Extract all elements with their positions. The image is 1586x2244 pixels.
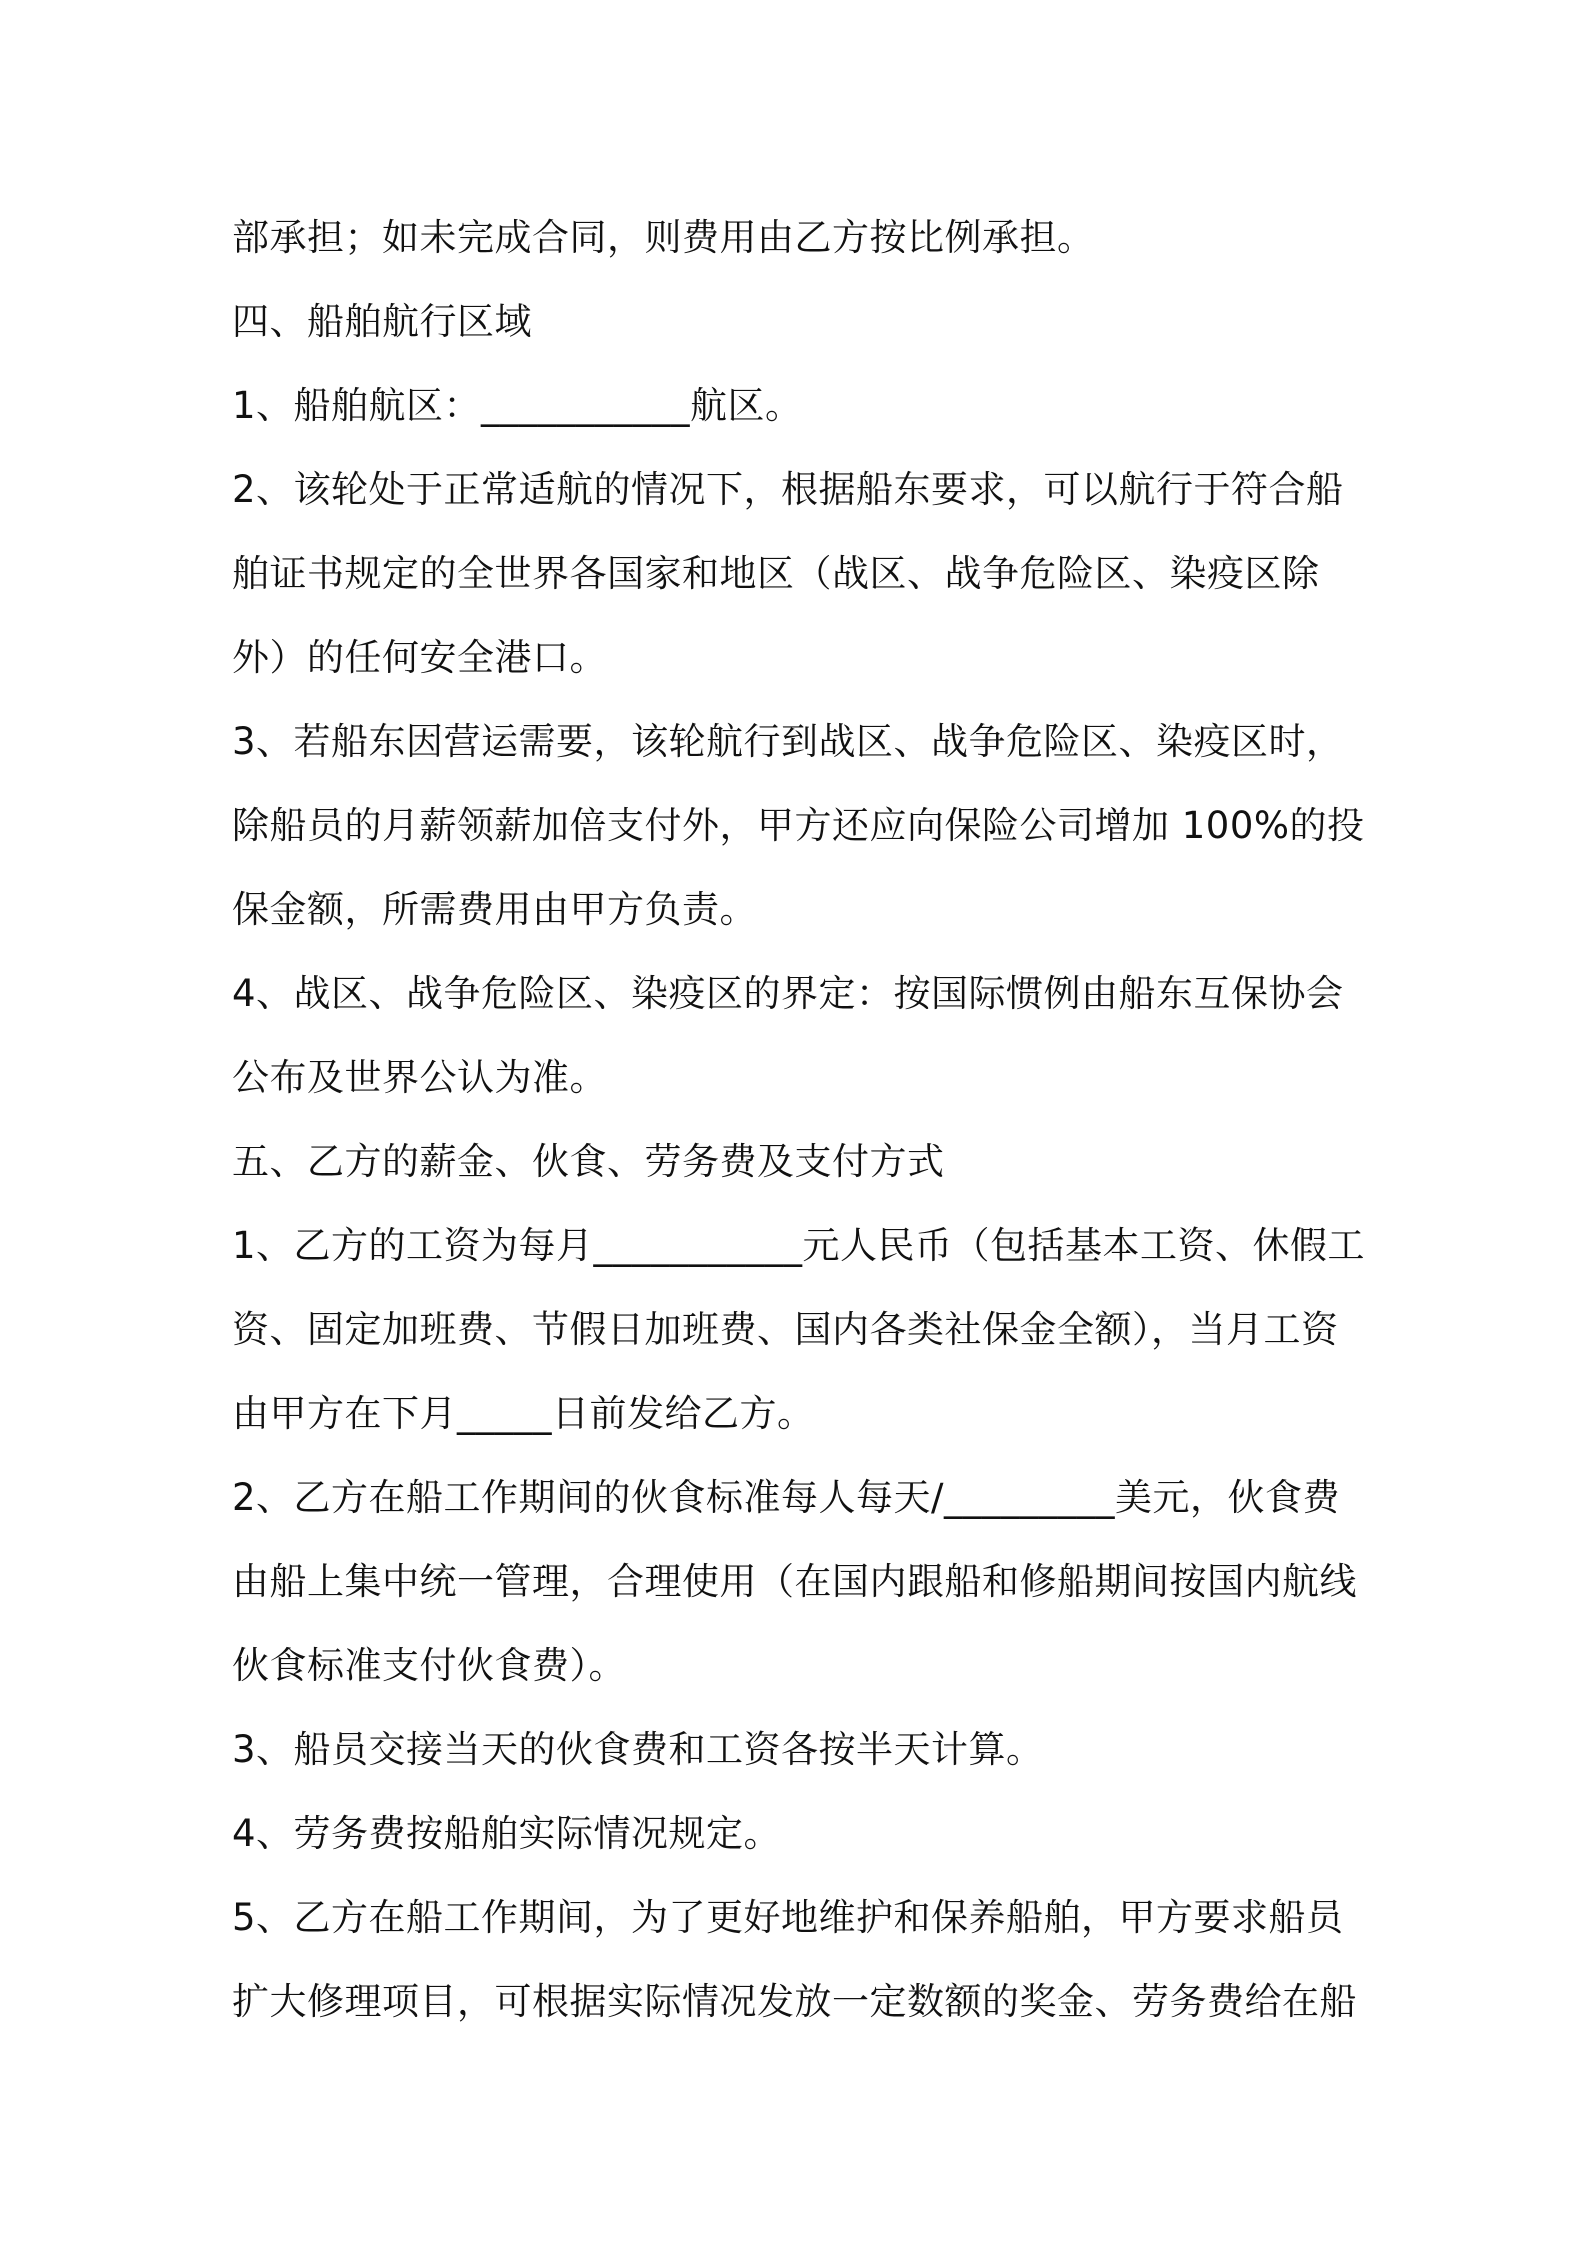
section-heading: 五、乙方的薪金、伙食、劳务费及支付方式 [232,1140,945,1183]
text-line: 3、若船东因营运需要，该轮航行到战区、战争危险区、染疫区时， [232,720,1344,763]
section-heading: 四、船舶航行区域 [232,300,532,343]
text-line: 4、劳务费按船舶实际情况规定。 [232,1812,782,1855]
text-line: 2、乙方在船工作期间的伙食标准每人每天/_________美元，伙食费 [232,1476,1341,1519]
text-line: 舶证书规定的全世界各国家和地区（战区、战争危险区、染疫区除 [232,552,1320,595]
text-line: 2、该轮处于正常适航的情况下，根据船东要求，可以航行于符合船 [232,468,1344,511]
text-line: 部承担；如未完成合同，则费用由乙方按比例承担。 [232,216,1095,259]
text-line: 1、乙方的工资为每月___________元人民币（包括基本工资、休假工 [232,1224,1366,1267]
text-line: 保金额，所需费用由甲方负责。 [232,888,757,931]
text-line: 1、船舶航区：___________航区。 [232,384,803,427]
text-line: 外）的任何安全港口。 [232,636,607,679]
text-line: 4、战区、战争危险区、染疫区的界定：按国际惯例由船东互保协会 [232,972,1344,1015]
text-line: 扩大修理项目，可根据实际情况发放一定数额的奖金、劳务费给在船 [232,1980,1357,2023]
text-line: 3、船员交接当天的伙食费和工资各按半天计算。 [232,1728,1044,1771]
text-line: 公布及世界公认为准。 [232,1056,607,1099]
text-line: 除船员的月薪领薪加倍支付外，甲方还应向保险公司增加 100%的投 [232,804,1365,847]
document-body [232,196,1366,2044]
text-line: 伙食标准支付伙食费）。 [232,1644,626,1687]
text-line: 5、乙方在船工作期间，为了更好地维护和保养船舶，甲方要求船员 [232,1896,1344,1939]
text-line: 由甲方在下月_____日前发给乙方。 [232,1392,815,1435]
text-line: 由船上集中统一管理，合理使用（在国内跟船和修船期间按国内航线 [232,1560,1357,1603]
text-line: 资、固定加班费、节假日加班费、国内各类社保金全额），当月工资 [232,1308,1339,1351]
